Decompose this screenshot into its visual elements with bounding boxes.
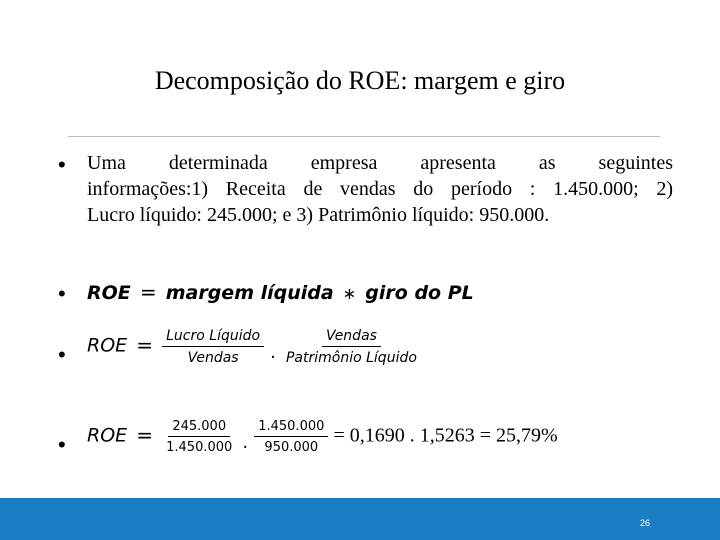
turnover-denominator: Patrimônio Líquido bbox=[285, 350, 417, 366]
turnover-numerator: Vendas bbox=[322, 328, 381, 347]
margin-denominator: Vendas bbox=[187, 350, 239, 366]
turnover-fraction bbox=[282, 328, 421, 366]
dot-operator: . bbox=[242, 431, 249, 453]
equity-value: 950.000 bbox=[264, 440, 319, 455]
slide-title: Decomposição do ROE: margem e giro bbox=[154, 66, 566, 95]
turnover-term: giro do PL bbox=[365, 282, 474, 304]
problem-line-3: Lucro líquido: 245.000; e 3) Patrimônio líquido: 950.000. bbox=[87, 204, 550, 226]
sales-value: 1.450.000 bbox=[254, 419, 328, 437]
sales-value: 1.450.000 bbox=[166, 440, 233, 455]
formula-lhs: ROE bbox=[87, 334, 128, 357]
margin-value-fraction bbox=[162, 419, 236, 455]
roe-fraction-formula bbox=[87, 328, 421, 366]
bullet-marker: • bbox=[58, 152, 66, 177]
bullet-marker: • bbox=[58, 281, 66, 306]
page-number: 26 bbox=[640, 518, 651, 528]
problem-line-1: Uma determinada empresa apresenta as seguintes bbox=[87, 152, 673, 174]
margin-numerator: Lucro Líquido bbox=[162, 328, 264, 347]
formula-lhs: ROE bbox=[87, 424, 128, 447]
formula-result: = 0,1690 . 1,5263 = 25,79% bbox=[333, 424, 558, 447]
bullet-marker: • bbox=[58, 432, 66, 457]
multiply-sign: ∗ bbox=[342, 284, 357, 303]
margin-term: margem líquida bbox=[165, 282, 334, 304]
equals-sign: = bbox=[139, 280, 157, 304]
bullet-marker: • bbox=[58, 342, 66, 367]
problem-statement bbox=[87, 150, 673, 228]
footer-bar bbox=[0, 498, 720, 540]
net-income-value: 245.000 bbox=[168, 419, 230, 437]
roe-definition-formula bbox=[87, 280, 474, 304]
equals-sign: = bbox=[136, 422, 154, 447]
equals-sign: = bbox=[136, 332, 154, 357]
turnover-value-fraction bbox=[254, 419, 328, 455]
roe-numeric-formula bbox=[87, 419, 558, 455]
problem-line-2: informações:1) Receita de vendas do período : 1.450.000; 2) bbox=[87, 178, 673, 200]
dot-operator: . bbox=[270, 341, 276, 363]
formula-lhs: ROE bbox=[87, 282, 131, 304]
title-divider bbox=[68, 136, 660, 137]
margin-fraction bbox=[162, 328, 264, 366]
